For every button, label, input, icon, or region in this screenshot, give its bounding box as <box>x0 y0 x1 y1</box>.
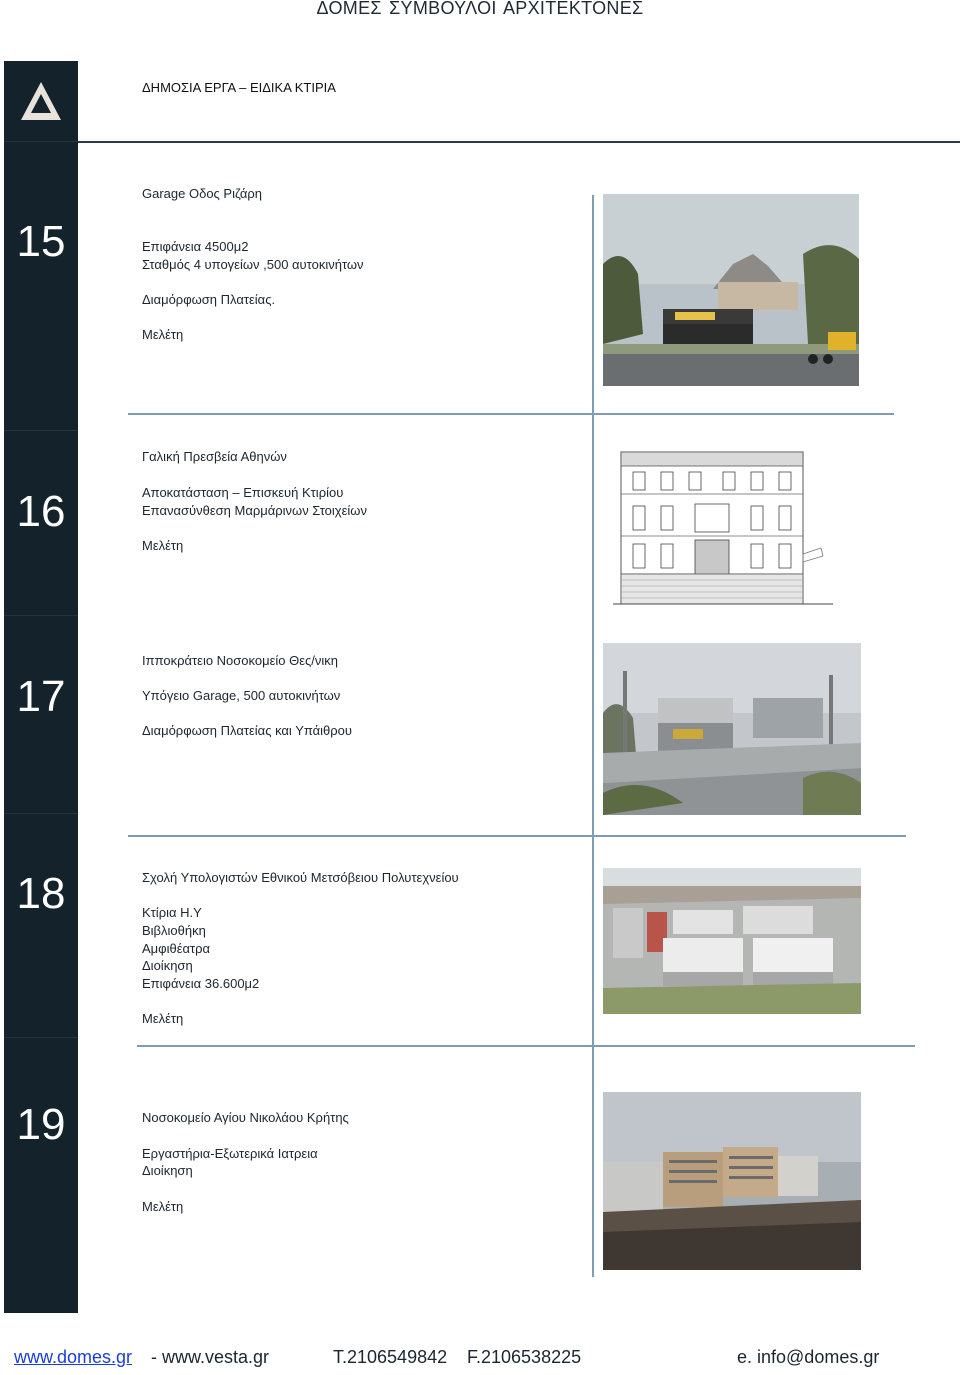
horizontal-divider <box>128 413 894 415</box>
project-detail: Σταθμός 4 υπογείων ,500 αυτοκινήτων <box>142 257 364 272</box>
vertical-divider <box>592 195 594 415</box>
footer-fax: F.2106538225 <box>467 1347 582 1367</box>
project-status: Μελέτη <box>142 1199 184 1214</box>
project-detail: Επανασύνθεση Μαρμάρινων Στοιχείων <box>142 503 367 518</box>
project-detail: Βιβλιοθήκη <box>142 923 206 938</box>
project-title: Garage Οδος Ριζάρη <box>142 186 262 201</box>
horizontal-divider <box>128 835 906 837</box>
project-number: 17 <box>16 672 66 721</box>
header-rule <box>78 141 960 143</box>
project-photo-computer-school <box>603 868 861 1014</box>
project-title: Σχολή Υπολογιστών Εθνικού Μετσόβειου Πολυτεχνείου <box>142 870 459 885</box>
footer-email: e. info@domes.gr <box>737 1347 880 1367</box>
project-drawing-embassy <box>603 444 835 612</box>
project-detail: Εργαστήρια-Εξωτερικά Ιατρεια <box>142 1146 318 1161</box>
project-photo-hospital-garage <box>603 643 861 815</box>
project-detail: Επιφάνεια 36.600μ2 <box>142 976 260 991</box>
project-detail: Κτίρια Η.Υ <box>142 905 202 920</box>
project-number: 18 <box>16 869 66 918</box>
vertical-divider <box>592 1047 594 1277</box>
project-detail: Διαμόρφωση Πλατείας και Υπάιθρου <box>142 723 353 738</box>
project-detail: Διαμόρφωση Πλατείας. <box>142 292 276 307</box>
project-title: Γαλική Πρεσβεία Αθηνών <box>142 449 287 464</box>
sidebar-divider <box>4 615 78 616</box>
horizontal-divider <box>137 1045 915 1047</box>
project-photo-agios-nikolaos-hospital <box>603 1092 861 1270</box>
sidebar-divider <box>4 1037 78 1038</box>
footer-website-link[interactable]: www.domes.gr <box>14 1347 133 1367</box>
project-detail: Επιφάνεια 4500μ2 <box>142 239 249 254</box>
vertical-divider <box>592 415 594 835</box>
project-photo-garage <box>603 194 859 386</box>
project-detail: Διοίκηση <box>142 958 193 973</box>
project-detail: Αμφιθέατρα <box>142 941 211 956</box>
project-number: 15 <box>16 217 66 266</box>
project-detail: Αποκατάσταση – Επισκευή Κτιρίου <box>142 485 344 500</box>
project-status: Μελέτη <box>142 1011 184 1026</box>
sidebar-divider <box>4 141 78 142</box>
vertical-divider <box>592 837 594 1047</box>
project-title: Ιπποκράτειο Νοσοκομείο Θες/νικη <box>142 653 339 668</box>
delta-logo-icon <box>4 61 78 141</box>
project-number: 16 <box>16 487 66 536</box>
project-detail: Υπόγειο Garage, 500 αυτοκινήτων <box>142 688 341 703</box>
footer-website-secondary: - www.vesta.gr <box>151 1347 270 1367</box>
project-status: Μελέτη <box>142 538 184 553</box>
company-name: ΔΟΜΕΣ ΣΥΜΒΟΥΛΟΙ ΑΡΧΙΤΕΚΤΟΝΕΣ <box>316 0 644 18</box>
footer-phone: T.2106549842 <box>333 1347 448 1367</box>
project-number: 19 <box>16 1100 66 1149</box>
sidebar-divider <box>4 430 78 431</box>
section-title: ΔΗΜΟΣΙΑ ΕΡΓΑ – ΕΙΔΙΚΑ ΚΤΙΡΙΑ <box>142 80 336 95</box>
project-detail: Διοίκηση <box>142 1163 193 1178</box>
sidebar-divider <box>4 813 78 814</box>
footer <box>0 1347 960 1373</box>
project-title: Νοσοκομείο Αγίου Νικολάου Κρήτης <box>142 1110 349 1125</box>
project-status: Μελέτη <box>142 327 184 342</box>
